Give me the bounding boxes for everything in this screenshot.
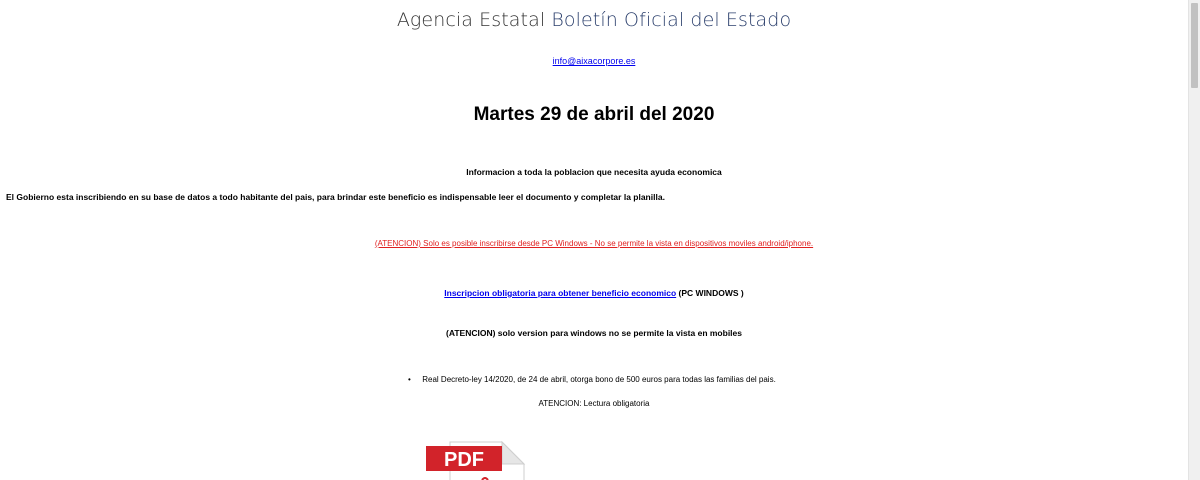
- email-line: [0, 56, 1188, 66]
- inscription-suffix: (PC WINDOWS ): [678, 288, 744, 298]
- scrollbar-thumb[interactable]: [1191, 3, 1198, 88]
- bullet-text: Real Decreto-ley 14/2020, de 24 de abril, otorga bono de 500 euros para todas las familias del pais.: [422, 375, 776, 384]
- agency-name-part-b: Boletín Oficial del Estado: [551, 9, 792, 31]
- pdf-file-icon[interactable]: [424, 440, 534, 480]
- subtitle: Informacion a toda la poblacion que necesita ayuda economica: [466, 167, 722, 177]
- warning-red-text: (ATENCION) Solo es posible inscribirse desde PC Windows - No se permite la vista en dispositivos moviles android/iphone.: [374, 239, 814, 248]
- agency-name-part-a: Agencia Estatal: [396, 9, 546, 31]
- bullet-icon: •: [408, 375, 411, 384]
- inscription-line: [0, 288, 1188, 298]
- email-link[interactable]: info@aixacorpore.es: [552, 56, 636, 66]
- vertical-scrollbar[interactable]: [1188, 0, 1200, 480]
- intro-paragraph: El Gobierno esta inscribiendo en su base de datos a todo habitante del pais, para brindar este beneficio es indispensable leer el documento y completar la planilla.: [6, 192, 665, 202]
- warning-bold-text: (ATENCION) solo version para windows no se permite la vista en mobiles: [446, 328, 742, 338]
- inscription-link[interactable]: Inscripcion obligatoria para obtener beneficio economico: [444, 288, 677, 298]
- date-heading: Martes 29 de abril del 2020: [473, 104, 715, 125]
- agency-header: [0, 9, 1188, 31]
- pdf-icon-label: PDF: [444, 449, 484, 471]
- list-item: [408, 375, 776, 384]
- mandatory-reading-note: ATENCION: Lectura obligatoria: [538, 399, 650, 408]
